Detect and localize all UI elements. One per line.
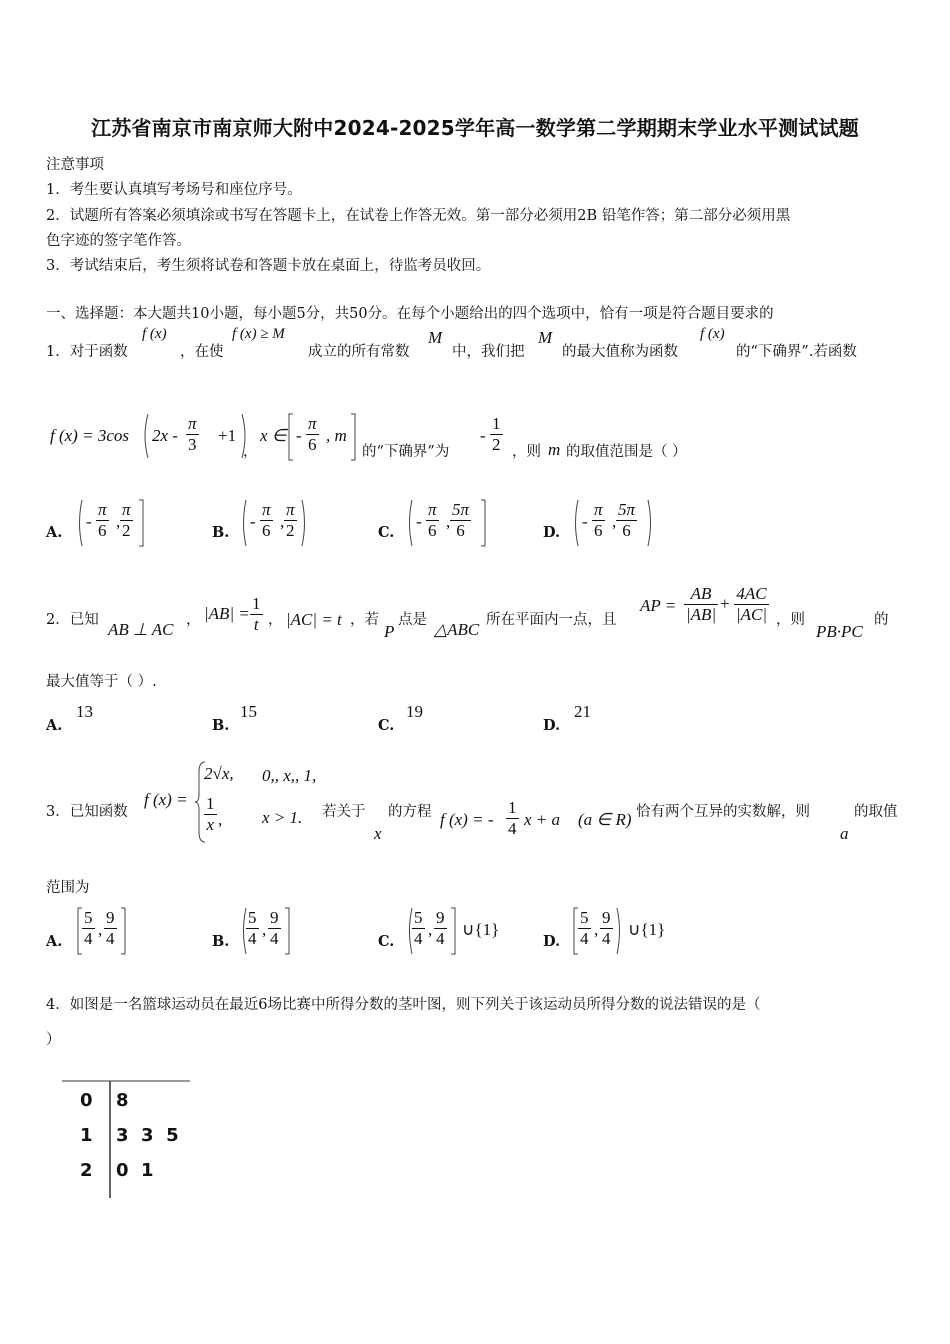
q3-fx: f (x) = [144, 790, 188, 809]
q2-frac1: $\frac{AB}{|AB|}$ [686, 584, 717, 624]
q1-m: m [548, 440, 561, 459]
q3-option-c-frac2: $\frac{9}{4}$ [436, 908, 445, 948]
q3-option-b-label: B. [212, 933, 230, 950]
q1-option-a-neg: - [86, 512, 92, 531]
q3-eq: f (x) = - [440, 810, 494, 829]
q2-comma: ， [186, 612, 201, 628]
q3-text: 3．已知函数 [46, 804, 128, 820]
q3-case2-comma: , [218, 810, 223, 829]
q2-text: 点是 [398, 612, 427, 628]
q1-option-b-label: B. [212, 524, 230, 541]
q2-text: 最大值等于（ ）. [46, 674, 157, 690]
q3-option-b-frac1: $\frac{5}{4}$ [248, 908, 257, 948]
q1-domain-frac: $\frac{\pi}{6}$ [308, 414, 317, 454]
q1-option-d-label: D. [543, 524, 561, 541]
q3-case1-cond: 0,, x,, 1, [262, 766, 317, 785]
q3-eq-cond: (a ∈ R) [578, 810, 632, 829]
q2-option-a-label: A. [46, 717, 63, 734]
q2-text: 2．已知 [46, 612, 99, 628]
q3-x: x [374, 824, 382, 843]
q3-option-a-frac1: $\frac{5}{4}$ [84, 908, 93, 948]
q2-text: 所在平面内一点，且 [486, 612, 617, 628]
stem-value: 1 [80, 1125, 93, 1146]
q1-option-a-label: A. [46, 524, 63, 541]
q1-option-d-frac2: $\frac{5\pi}{6}$ [618, 500, 636, 540]
q3-option-c-label: C. [378, 933, 395, 950]
q3-case1: 2√x, [204, 764, 234, 783]
q3-option-c-extra: ∪{1} [462, 920, 500, 939]
q1-text: ，则 [512, 444, 541, 460]
q1-option-b-frac2: $\frac{\pi}{2}$ [286, 500, 295, 540]
q3-option-d-frac1: $\frac{5}{4}$ [580, 908, 589, 948]
q3-text: 范围为 [46, 880, 90, 896]
q2-ap: AP = [640, 596, 677, 615]
q1-func-plus: +1 [218, 426, 237, 445]
q1-text: ，在使 [180, 344, 224, 360]
q3-option-a-frac2: $\frac{9}{4}$ [106, 908, 115, 948]
q1-neg: - [480, 426, 486, 445]
q1-cond: f (x) ≥ M [232, 326, 285, 342]
q2-option-d: 21 [574, 702, 591, 721]
q2-triangle: △ABC [434, 620, 480, 639]
q2-option-b: 15 [240, 702, 257, 721]
q1-option-a-frac1: $\frac{\pi}{6}$ [98, 500, 107, 540]
q1-text: 的取值范围是（ ） [566, 444, 687, 460]
q1-text: 1．对于函数 [46, 344, 128, 360]
q1-text: 的最大值称为函数 [562, 344, 678, 360]
q1-func-arg: 2x - [152, 426, 178, 445]
q3-option-b-sep: , [262, 920, 267, 939]
q3-case2-cond: x > 1. [262, 808, 303, 827]
q3-text: 若关于 [322, 804, 366, 820]
page-title: 江苏省南京市南京师大附中2024-2025学年高一数学第二学期期末学业水平测试试题 [91, 116, 859, 140]
q1-option-b-neg: - [250, 512, 256, 531]
section-heading: 一、选择题：本大题共10小题，每小题5分，共50分。在每个小题给出的四个选项中，恰有一项是符合题目要求的 [46, 306, 774, 322]
q1-fx: f (x) [142, 326, 167, 342]
q1-half: $\frac{1}{2}$ [492, 414, 501, 454]
q3-text: 的方程 [388, 804, 432, 820]
leaf-values: 0 1 [116, 1160, 154, 1181]
q1-M: M [538, 328, 553, 347]
q1-option-c-sep: , [446, 512, 451, 531]
q1-option-b-sep: , [280, 512, 285, 531]
q3-option-b-frac2: $\frac{9}{4}$ [270, 908, 279, 948]
q1-option-b-frac1: $\frac{\pi}{6}$ [262, 500, 271, 540]
q1-option-c-neg: - [416, 512, 422, 531]
q2-text: 的 [874, 612, 889, 628]
leaf-values: 8 [116, 1090, 129, 1111]
stem-value: 2 [80, 1160, 93, 1181]
q3-option-d-sep: , [594, 920, 599, 939]
q3-option-a-sep: , [98, 920, 103, 939]
q1-domain-neg: - [296, 426, 302, 445]
q1-text: 成立的所有常数 [308, 344, 410, 360]
q1-M: M [428, 328, 443, 347]
q1-comma: ， [243, 444, 258, 460]
q1-domain: x ∈ [260, 426, 287, 445]
q3-case2-frac: $\frac{1}{x}$ [206, 794, 215, 834]
q1-domain-m: , m [326, 426, 347, 445]
notice-heading: 注意事项 [46, 157, 104, 173]
q2-text: ，则 [776, 612, 805, 628]
q2-ab-frac: $\frac{1}{t}$ [252, 594, 261, 634]
q3-option-c-sep: , [428, 920, 433, 939]
q2-option-c-label: C. [378, 717, 395, 734]
q3-text: 的取值 [854, 804, 898, 820]
q2-ac: |AC| = t [286, 610, 342, 629]
q2-perp: AB ⊥ AC [108, 620, 174, 639]
q3-eq-frac: $\frac{1}{4}$ [508, 798, 517, 838]
q4-text: 4．如图是一名篮球运动员在最近6场比赛中所得分数的茎叶图，则下列关于该运动员所得分数的说法错误的是（ [46, 997, 761, 1013]
q2-text: ，若 [350, 612, 379, 628]
q1-func: f (x) = 3cos [50, 426, 129, 445]
q1-fx: f (x) [700, 326, 725, 342]
notice-item: 色字迹的签字笔作答。 [46, 233, 191, 249]
q1-option-d-frac1: $\frac{\pi}{6}$ [594, 500, 603, 540]
leaf-values: 3 3 5 [116, 1125, 179, 1146]
q2-option-c: 19 [406, 702, 423, 721]
q2-ab: |AB| = [204, 604, 250, 623]
q3-text: 恰有两个互异的实数解，则 [636, 804, 810, 820]
q2-option-b-label: B. [212, 717, 230, 734]
stem-value: 0 [80, 1090, 93, 1111]
q1-text: 的“下确界”为 [362, 444, 450, 460]
q2-option-d-label: D. [543, 717, 561, 734]
q3-eq-rest: x + a [524, 810, 561, 829]
q4-text: ） [46, 1032, 61, 1048]
q1-option-d-neg: - [582, 512, 588, 531]
q3-a: a [840, 824, 849, 843]
q2-dot: PB·PC [816, 622, 863, 641]
q1-option-c-frac1: $\frac{\pi}{6}$ [428, 500, 437, 540]
q3-option-d-frac2: $\frac{9}{4}$ [602, 908, 611, 948]
notice-item: 1．考生要认真填写考场号和座位序号。 [46, 182, 302, 198]
q1-text: 中，我们把 [452, 344, 525, 360]
q2-P: P [384, 622, 395, 641]
q1-option-c-frac2: $\frac{5\pi}{6}$ [452, 500, 470, 540]
q1-func-frac: $\frac{\pi}{3}$ [188, 414, 197, 454]
q3-option-d-label: D. [543, 933, 561, 950]
notice-item: 3．考试结束后，考生须将试卷和答题卡放在桌面上，待监考员收回。 [46, 258, 491, 274]
q1-option-d-sep: , [612, 512, 617, 531]
q2-option-a: 13 [76, 702, 93, 721]
q2-plus: + [720, 594, 730, 613]
q2-comma: ， [268, 612, 283, 628]
q2-frac2: $\frac{4AC}{|AC|}$ [736, 584, 768, 624]
q3-option-a-label: A. [46, 933, 63, 950]
q3-option-d-extra: ∪{1} [628, 920, 666, 939]
notice-item: 2．试题所有答案必须填涂或书写在答题卡上，在试卷上作答无效。第一部分必须用2B 铅笔作答；第二部分必须用黑 [46, 208, 791, 224]
q3-option-c-frac1: $\frac{5}{4}$ [414, 908, 423, 948]
q1-option-c-label: C. [378, 524, 395, 541]
q1-text: 的“下确界”.若函数 [736, 344, 857, 360]
q1-option-a-sep: , [116, 512, 121, 531]
q1-option-a-frac2: $\frac{\pi}{2}$ [122, 500, 131, 540]
